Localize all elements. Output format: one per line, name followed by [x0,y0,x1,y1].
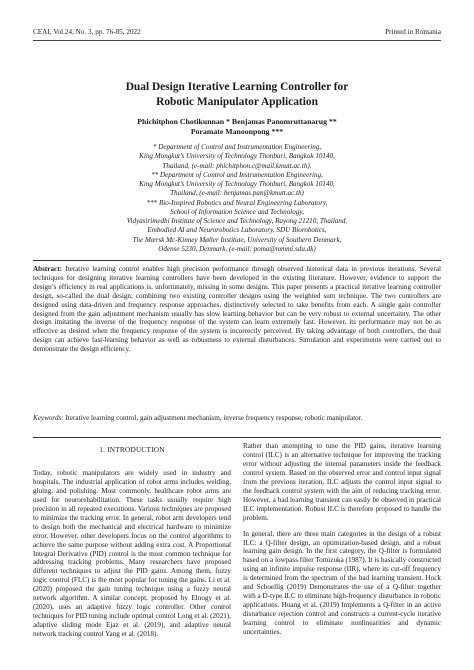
right-column [243,442,441,644]
affiliations [60,143,414,254]
affiliation-line: * Department of Control and Instrumentation Engineering, [152,143,322,151]
affiliation-line: King Mongkut’s University of Technology Thonburi, Bangkok 10140, [139,180,335,188]
author-line: Poramate Manoonpong *** [190,127,284,137]
header-rule [33,40,441,41]
affiliation-line: Vidyasirimedhi Institute of Science and Technology, Rayong 21210, Thailand. [126,217,348,225]
keywords-text: Iterative learning control, gain adjustment mechanism, inverse frequency response, robotic manipulator. [65,414,363,422]
affiliation-line: Odense 5230, Denmark, (e-mail: poma@mmmi.sdu.dk) [158,244,316,253]
affiliation-line: ** Department of Control and Instrumentation Engineering, [151,170,323,179]
paper-title [33,80,441,109]
abstract-top-rule [33,260,441,261]
abstract-text: Iterative learning control enables high precision performance through observed historical data in previous iterations. Several techniques for designing iterative learning controllers have been developed in the existing literature. However, evidence to support the design’s efficiency in real applications is, unfortunately, missing in some designs. This paper presents a practical iterative learning controller design, so-called the dual design, combining two existing controller designs using the weighted sum technique. The two controllers are designed using data-driven and frequency response approaches, distinctively selected to take benefits from each. A single gain controller designed from the gain adjustment mechanism usually has slow learning behavior but can be very robust to external uncertainty. The other design imitating the inverse of the frequency response of the system can learn extremely fast. However, its performance may not be as effective as desired when the frequency response of the system is incorrectly perceived. By taking advantage of both controllers, the dual design can achieve fast-learning behavior as well as robustness to external disturbances. Simulation and experiments were carried out to demonstrate the design efficiency. [33,265,441,354]
abstract [33,265,441,354]
affiliation-line: Thailand, (e-mail: benjamas.pan@kmutt.ac.th) [170,189,304,198]
left-column [33,442,231,646]
affiliation-line: The Mærsk Mc-Kinney Møller Institute, University of Southern Denmark, [132,235,342,244]
printed-location: Printed in Romania [385,28,441,36]
body-paragraph: Today, robotic manipulators are widely used in industry and hospitals. The industrial application of robot arms includes welding, gluing, and polishing. Most commonly, healthcare robot arms are used for neurorehabilitation. These tasks usually require high precision in all repeated executions. Various techniques are proposed to minimize the tracking error. In general, robot arm developers tend to design both the mechanical and electrical hardware to minimize error. However, other developers focus on the control algorithms to achieve the same purpose without adding extra cost. A Proportional Integral Derivative (PID) control is the most common technique for addressing tracking problems. Many researchers have proposed different techniques to adjust the PID gains. Among them, fuzzy logic control (FLC) is the most popular for tuning the gains. Li et al. (2020) proposed the gain tuning technique using a fuzzy neural network algorithm. A similar concept, proposed by Elnogy et al. (2020), uses an adaptive fuzzy logic controller. Other control techniques for PID tuning include optimal control Long et al. (2021), adaptive sliding mode Ejaz et al. (2019), and adaptive neural network tracking control Yang et al. (2018). [33,468,231,639]
section-heading: 1. INTRODUCTION [99,445,165,454]
journal-citation: CEAI, Vol.24, No. 3, pp. 76-85, 2022 [33,28,141,36]
title-line: Robotic Manipulator Application [156,95,318,108]
abstract-bottom-rule [33,437,441,438]
affiliation-line: King Mongkut’s University of Technology Thonburi, Bangkok 10140, [139,152,335,161]
affiliation-line: School of Information Science and Technology, [170,207,304,216]
affiliation-line: *** Bio-Inspired Robotics and Neural Engineering Laboratory, [146,198,328,207]
affiliation-line: Embodied AI and Neurorobotics Laboratory, SDU Biorobotics, [147,226,327,235]
body-paragraph: In general, there are three main categories in the design of a robust ILC: a Q-filter design, an optimization-based design, and a robust learning gain design. In the first category, the Q-filter is formulated based on a lowpass filter Tomizuka (1987). It is basically constructed using an infinite impulse response (IIR), where its cut-off frequency is determined from the spectrum of the bad learning transient. Hock and Schoellig (2019) Demonstrates the use of a Q-filter together with a D-type ILC to eliminate high-frequency disturbance in robotic applications. Huang et al. (2019) Implements a Q-filter in an active disturbance rejection control and constructs a current-cycle iterative learning control to eliminate nonlinearities and dynamic uncertainties. [243,529,441,637]
author-line: Phichitphon Chotikunnan * Benjamas Panomruttanarug ** [137,117,337,126]
keywords [33,414,441,423]
author-list [33,117,441,137]
abstract-label: Abstract: [33,265,62,273]
body-paragraph: Rather than attempting to tune the PID gains, iterative learning control (ILC) is an alternative technique for improving the tracking error without adjusting the internal parameters inside the feedback control system. Based on the observed error and control input signal from the previous iteration, ILC adjusts the control input signal to the feedback control system with the aim of reducing tracking error. However, a bad learning transient can easily be observed in practical ILC implementation. Robust ILC is therefore proposed to handle the problem. [243,442,441,522]
affiliation-line: Thailand, (e-mail: phichitphon.c@mail.kmutt.ac.th). [162,161,312,170]
title-line: Dual Design Iterative Learning Controller for [125,81,349,93]
keywords-label: Keywords: [33,414,64,422]
